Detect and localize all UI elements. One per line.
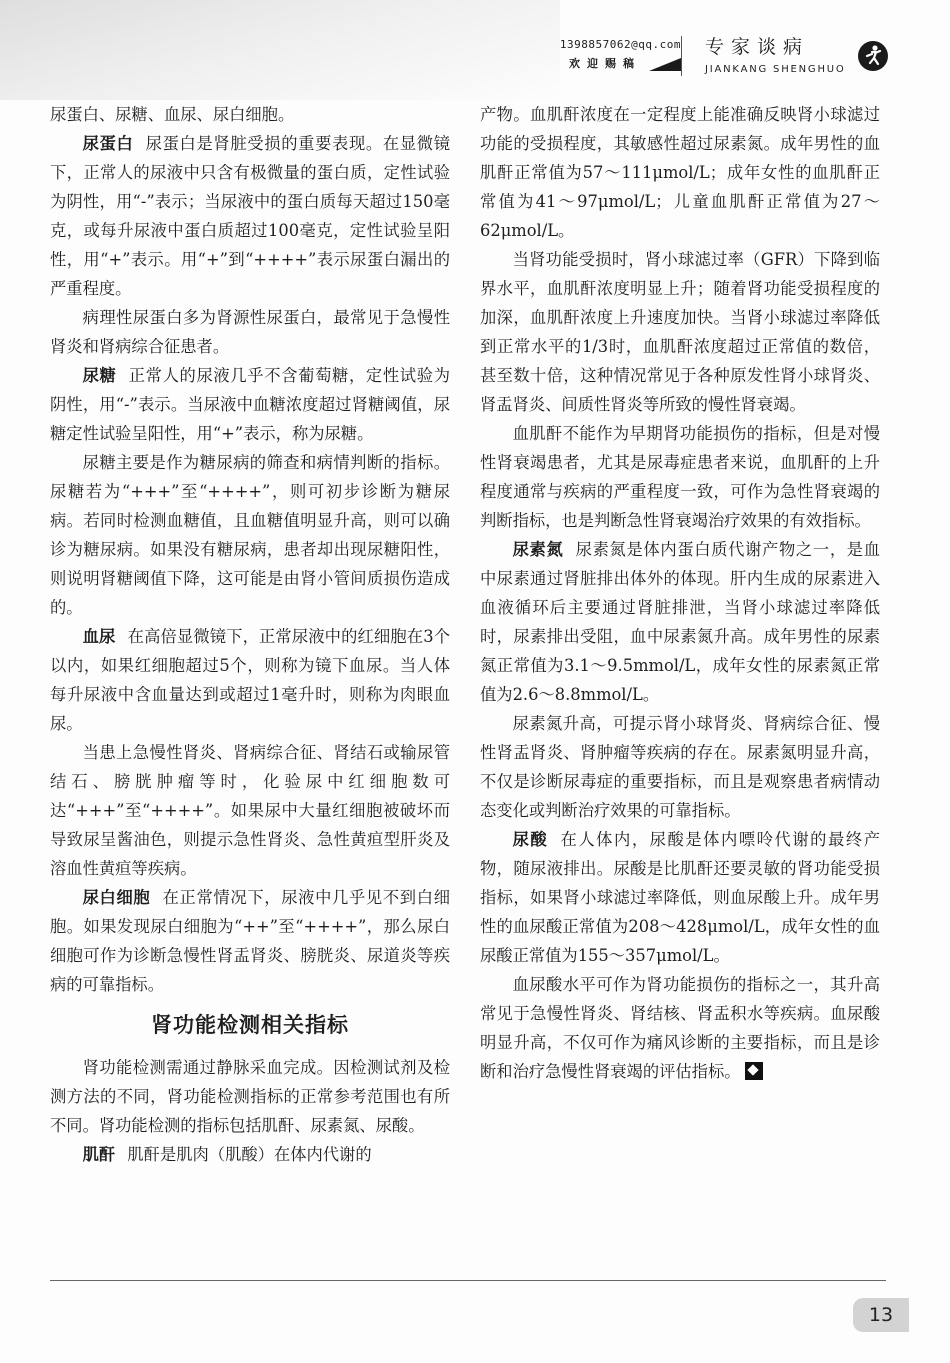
end-of-article-icon [745,1062,763,1080]
paragraph-urine-protein [50,129,450,303]
paragraph-leukocytes [50,883,450,999]
paragraph-text: 肌酐是肌肉（肌酸）在体内代谢的 [127,1145,372,1164]
paragraph-creatinine [50,1140,450,1169]
paragraph: 病理性尿蛋白多为肾源性尿蛋白，最常见于急慢性肾炎和肾病综合征患者。 [50,308,450,356]
paragraph: 当患上急慢性肾炎、肾病综合征、肾结石或输尿管结石、膀胱肿瘤等时，化验尿中红细胞数可达“+++”至“++++”。如果尿中大量红细胞被破坏而导致尿呈酱油色，则提示急性肾炎、急性黄疸型肝炎及溶血性黄疸等疾病。 [50,743,450,878]
header-divider [681,36,682,76]
corner-shade [0,0,560,100]
paragraph-text: 在人体内，尿酸是体内嘌呤代谢的最终产物，随尿液排出。尿酸是比肌酐还要灵敏的肾功能受损指标，如果肾小球滤过率降低，则血尿酸上升。成年男性的血尿酸正常值为208～428μmol/L，成年女性的血尿酸正常值为155～357μmol/L。 [480,830,880,965]
term-urine-protein: 尿蛋白 [82,134,134,153]
paragraph-text: 正常人的尿液几乎不含葡萄糖，定性试验为阴性，用“-”表示。当尿液中血糖浓度超过肾糖阈值，尿糖定性试验呈阳性，用“+”表示，称为尿糖。 [50,366,450,443]
page-number: 13 [853,1298,909,1332]
paragraph-text: 在高倍显微镜下，正常尿液中的红细胞在3个以内，如果红细胞超过5个，则称为镜下血尿。当人体每升尿液中含血量达到或超过1毫升时，则称为肉眼血尿。 [50,627,450,733]
welcome-submissions: 欢迎赐稿 [569,57,641,70]
paragraph-urine-sugar [50,361,450,448]
paragraph-text: 尿蛋白是肾脏受损的重要表现。在显微镜下，正常人的尿液中只含有极微量的蛋白质，定性试验为阴性，用“-”表示；当尿液中的蛋白质每天超过150毫克，或每升尿液中蛋白质超过100毫克，定性试验呈阳性，用“+”表示。用“+”到“++++”表示尿蛋白漏出的严重程度。 [50,134,450,298]
column-title-en: JIANKANG SHENGHUO [705,64,846,75]
paragraph-hematuria [50,622,450,738]
paragraph-text: 尿素氮是体内蛋白质代谢产物之一，是血中尿素通过肾脏排出体外的体现。肝内生成的尿素进入血液循环后主要通过肾脏排泄，当肾小球滤过率降低时，尿素排出受阻，血中尿素氮升高。成年男性的尿素氮正常值为3.1～9.5mmol/L，成年女性的尿素氮正常值为2.6～8.8mmol/L。 [480,540,880,704]
paragraph: 肾功能检测需通过静脉采血完成。因检测试剂及检测方法的不同，肾功能检测指标的正常参考范围也有所不同。肾功能检测的指标包括肌酐、尿素氮、尿酸。 [50,1058,450,1135]
term-creatinine: 肌酐 [82,1145,116,1164]
paragraph: 当肾功能受损时，肾小球滤过率（GFR）下降到临界水平，血肌酐浓度明显上升；随着肾功能受损程度的加深，血肌酐浓度上升速度加快。当肾小球滤过率降低到正常水平的1/3时，血肌酐浓度超过正常值的数倍，甚至数十倍，这种情况常见于各种原发性肾小球肾炎、肾盂肾炎、间质性肾炎等所致的慢性肾衰竭。 [480,250,880,414]
paragraph-final [480,970,880,1086]
paragraph: 尿素氮升高，可提示肾小球肾炎、肾病综合征、慢性肾盂肾炎、肾肿瘤等疾病的存在。尿素氮明显升高，不仅是诊断尿毒症的重要指标，而且是观察患者病情动态变化或判断治疗效果的可靠指标。 [480,714,880,820]
header-arrow-icon [649,58,681,71]
term-urea-nitrogen: 尿素氮 [512,540,564,559]
contact-email: 1398857062@qq.com [559,38,681,51]
column-title: 专家谈病 [705,36,810,58]
footer-divider [50,1280,886,1281]
paragraph: 血肌酐不能作为早期肾功能损伤的指标，但是对慢性肾衰竭患者，尤其是尿毒症患者来说，血肌酐的上升程度通常与疾病的严重程度一致，可作为急性肾衰竭的判断指标，也是判断急性肾衰竭治疗效果的有效指标。 [480,424,880,530]
section-heading: 肾功能检测相关指标 [151,1013,349,1037]
term-hematuria: 血尿 [82,627,116,646]
header-contact [541,38,681,71]
running-figure-icon [858,41,888,71]
paragraph: 尿糖主要是作为糖尿病的筛查和病情判断的指标。尿糖若为“+++”至“++++”，则可初步诊断为糖尿病。若同时检测血糖值，且血糖值明显升高，则可以确诊为糖尿病。如果没有糖尿病，患者却出现尿糖阳性，则说明肾糖阈值下降，这可能是由肾小管间质损伤造成的。 [50,453,450,617]
column-brand [705,36,865,75]
paragraph-urea-nitrogen [480,535,880,709]
right-column [480,100,880,1086]
term-leukocytes: 尿白细胞 [82,888,151,907]
paragraph-text: 血尿酸水平可作为肾功能损伤的指标之一，其升高常见于急慢性肾炎、肾结核、肾盂积水等疾病。血尿酸明显升高，不仅可作为痛风诊断的主要指标，而且是诊断和治疗急慢性肾衰竭的评估指标。 [480,975,880,1081]
paragraph-uric-acid [480,825,880,970]
left-column [50,100,450,1169]
paragraph: 尿蛋白、尿糖、血尿、尿白细胞。 [50,105,295,124]
paragraph-text: 在正常情况下，尿液中几乎见不到白细胞。如果发现尿白细胞为“++”至“++++”，那么尿白细胞可作为诊断急慢性肾盂肾炎、膀胱炎、尿道炎等疾病的可靠指标。 [50,888,450,994]
term-uric-acid: 尿酸 [512,830,549,849]
paragraph: 产物。血肌酐浓度在一定程度上能准确反映肾小球滤过功能的受损程度，其敏感性超过尿素氮。成年男性的血肌酐正常值为57～111μmol/L；成年女性的血肌酐正常值为41～97μmol/L；儿童血肌酐正常值为27～62μmol/L。 [480,105,880,240]
term-urine-sugar: 尿糖 [82,366,117,385]
